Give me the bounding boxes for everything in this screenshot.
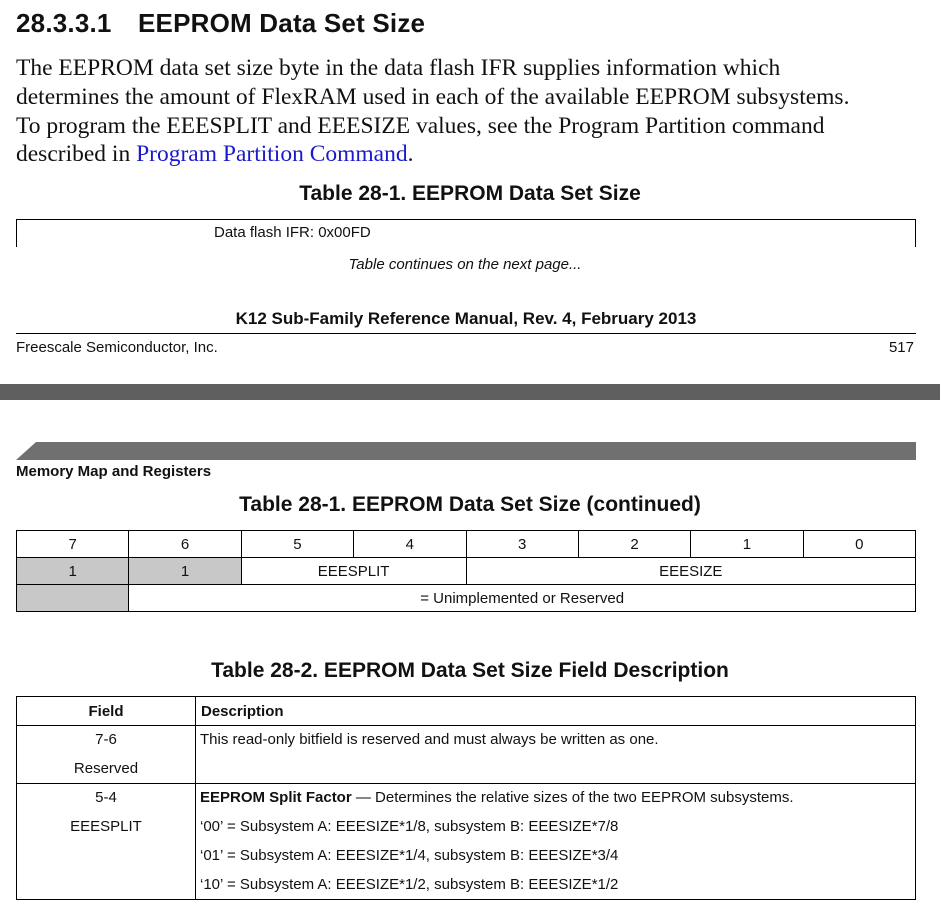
footer-company: Freescale Semiconductor, Inc. [16, 339, 218, 356]
section-number: 28.3.3.1 [16, 8, 112, 38]
table1-ifr-address: Data flash IFR: 0x00FD [214, 224, 371, 241]
body-line: described in [16, 141, 137, 168]
table1-continued-title: Table 28-1. EEPROM Data Set Size (continued) [239, 493, 701, 516]
table1-frame [16, 219, 916, 247]
legend-row [17, 585, 916, 612]
page-separator [0, 384, 940, 400]
body-line: . [407, 141, 414, 168]
description-line: ‘01’ = Subsystem A: EEESIZE*1/4, subsystem B: EEESIZE*3/4 [200, 847, 619, 864]
bit7-value: 1 [17, 558, 129, 585]
section-title: EEPROM Data Set Size [138, 8, 426, 38]
bit-number-row [17, 531, 916, 558]
eeesize-field: EEESIZE [466, 558, 916, 585]
section-heading [16, 8, 425, 39]
body-paragraph [16, 54, 926, 169]
table2-title: Table 28-2. EEPROM Data Set Size Field Description [211, 659, 729, 682]
description-line: ‘10’ = Subsystem A: EEESIZE*1/2, subsystem B: EEESIZE*1/2 [200, 876, 619, 893]
bit-number: 2 [578, 531, 690, 558]
table-row [17, 784, 916, 900]
bit-number: 7 [17, 531, 129, 558]
body-line: To program the EEESPLIT and EEESIZE values, see the Program Partition command [16, 112, 825, 139]
bit-number: 5 [241, 531, 353, 558]
running-head: Memory Map and Registers [16, 463, 212, 480]
footer-divider [16, 333, 916, 334]
field-description-table [16, 696, 916, 900]
body-line: The EEPROM data set size byte in the data flash IFR supplies information which [16, 55, 781, 81]
bit-number: 4 [354, 531, 466, 558]
bit-number: 0 [803, 531, 915, 558]
description-bold: EEPROM Split Factor [200, 789, 352, 806]
body-line: determines the amount of FlexRAM used in each of the available EEPROM subsystems. [16, 83, 850, 110]
legend-text: = Unimplemented or Reserved [129, 585, 916, 612]
description-line: This read-only bitfield is reserved and must always be written as one. [200, 731, 659, 748]
description-cell [196, 726, 916, 784]
table-header-row [17, 697, 916, 726]
description-cell [196, 784, 916, 900]
bit-number: 3 [466, 531, 578, 558]
table1-title: Table 28-1. EEPROM Data Set Size [299, 182, 641, 205]
description-line: ‘00’ = Subsystem A: EEESIZE*1/8, subsystem B: EEESIZE*7/8 [200, 818, 619, 835]
program-partition-link[interactable]: Program Partition Command [136, 141, 408, 168]
footer-manual-title: K12 Sub-Family Reference Manual, Rev. 4, February 2013 [235, 309, 697, 328]
field-bits: 5-4 [95, 789, 117, 806]
register-bit-table [16, 530, 916, 612]
field-name: EEESPLIT [70, 818, 142, 835]
bit-number: 1 [691, 531, 803, 558]
description-line: — Determines the relative sizes of the two EEPROM subsystems. [351, 789, 794, 806]
field-name: Reserved [73, 760, 139, 777]
footer-page-number: 517 [888, 339, 914, 356]
field-cell [17, 726, 196, 784]
bit-value-row [17, 558, 916, 585]
field-cell [17, 784, 196, 900]
table-row [17, 726, 916, 784]
table-continues-note: Table continues on the next page... [348, 256, 582, 273]
field-bits: 7-6 [95, 731, 117, 748]
bit-number: 6 [129, 531, 241, 558]
page-header-band [16, 442, 916, 460]
field-column-header: Field [17, 697, 196, 726]
eeesplit-field: EEESPLIT [241, 558, 466, 585]
description-column-header: Description [196, 697, 916, 726]
bit6-value: 1 [129, 558, 241, 585]
legend-swatch [17, 585, 129, 612]
